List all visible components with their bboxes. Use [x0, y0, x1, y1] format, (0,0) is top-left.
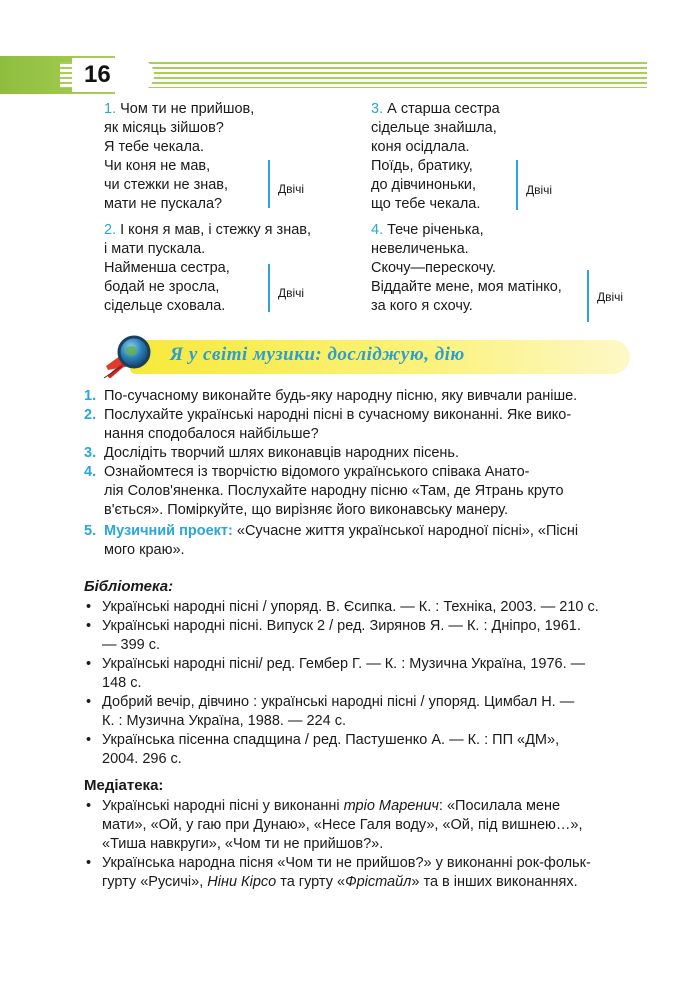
task-item: 3. Дослідіть творчий шлях виконавців народних пісень.	[84, 445, 459, 461]
refrain-label: Двічі	[278, 286, 305, 300]
task-list	[84, 387, 644, 560]
library-item: • Українські народні пісні / упоряд. В. Єсипка. — К. : Техніка, 2003. — 210 с.	[86, 599, 599, 615]
refrain-label: Двічі	[278, 182, 305, 196]
verse-number: 2.	[104, 222, 117, 238]
refrain-bracket	[516, 160, 558, 210]
library-item: • Українська пісенна спадщина / ред. Пастушенко А. — К. : ПП «ДМ», 2004. 296 с.	[86, 732, 560, 767]
library-item: • Добрий вечір, дівчино : українські народні пісні / упоряд. Цимбал Н. — К. : Музична Україна, 1988. — 224 с.	[86, 694, 575, 729]
library-list	[84, 598, 644, 769]
page-number: 16	[72, 58, 154, 92]
magnifier-globe-icon	[100, 326, 164, 390]
verse-3: 3. А старша сестра сідельце знайшла, коня осідлала. Поїдь, братику, до дівчиноньки, що тебе чекала.	[371, 101, 500, 212]
refrain-label: Двічі	[597, 290, 624, 304]
page-header-band	[0, 56, 687, 96]
task-item-project: 5. Музичний проект: «Сучасне життя української народної пісні», «Пісні мого краю».	[84, 523, 579, 558]
refrain-bracket	[587, 270, 629, 322]
library-title: Бібліотека:	[84, 578, 174, 595]
task-number: 2.	[84, 407, 97, 423]
verse-number: 4.	[371, 222, 384, 238]
project-label: Музичний проект:	[104, 523, 233, 539]
task-number: 3.	[84, 445, 97, 461]
task-number: 4.	[84, 464, 97, 480]
media-title: Медіатека:	[84, 777, 164, 794]
task-item: 4. Ознайомтеся із творчістю відомого українського співака Анато- лія Солов'яненка. Послухайте народну пісню «Там, де Ятрань круто в'ється». Поміркуйте, що вирізняє його виконавську манеру.	[84, 464, 564, 518]
verse-4: 4. Тече річенька, невеличенька. Скочу—перескочу. Віддайте мене, моя матінко, за кого я схочу.	[371, 222, 562, 314]
verse-1: 1. Чом ти не прийшов, як місяць зійшов? Я тебе чекала. Чи коня не мав, чи стежки не знав, мати не пускала?	[104, 101, 255, 212]
task-number: 5.	[84, 523, 97, 539]
library-item: • Українські народні пісні/ ред. Гембер Г. — К. : Музична Україна, 1976. — 148 с.	[86, 656, 586, 691]
media-section	[84, 776, 644, 892]
library-item: • Українські народні пісні. Випуск 2 / ред. Зирянов Я. — К. : Дніпро, 1961. — 399 с.	[86, 618, 581, 653]
section-banner	[100, 334, 640, 380]
library-section	[84, 577, 644, 769]
media-item: • Українська народна пісня «Чом ти не прийшов?» у виконанні рок-фольк- гурту «Русичі», Ніни Кірсо та гурту «Фрістайл» та в інших виконаннях.	[86, 855, 591, 890]
refrain-bracket	[268, 264, 310, 312]
task-number: 1.	[84, 388, 97, 404]
media-list	[84, 797, 644, 892]
verse-2: 2. І коня я мав, і стежку я знав, і мати пускала. Найменша сестра, бодай не зросла, сідельце сховала.	[104, 222, 312, 314]
verse-number: 3.	[371, 101, 384, 117]
section-title: Я у світі музики: досліджую, дію	[170, 344, 465, 365]
refrain-bracket	[268, 160, 310, 208]
task-item: 2. Послухайте українські народні пісні в сучасному виконанні. Яке вико- нання сподобалося найбільше?	[84, 407, 572, 442]
refrain-label: Двічі	[526, 183, 553, 197]
verse-number: 1.	[104, 101, 117, 117]
media-item: • Українські народні пісні у виконанні тріо Маренич: «Посилала мене мати», «Ой, у гаю при Дунаю», «Несе Галя воду», «Ой, під вишнею…», «Тиша навкруги», «Чом ти не прийшов?».	[86, 798, 583, 852]
task-item: 1. По-сучасному виконайте будь-яку народну пісню, яку вивчали раніше.	[84, 388, 578, 404]
